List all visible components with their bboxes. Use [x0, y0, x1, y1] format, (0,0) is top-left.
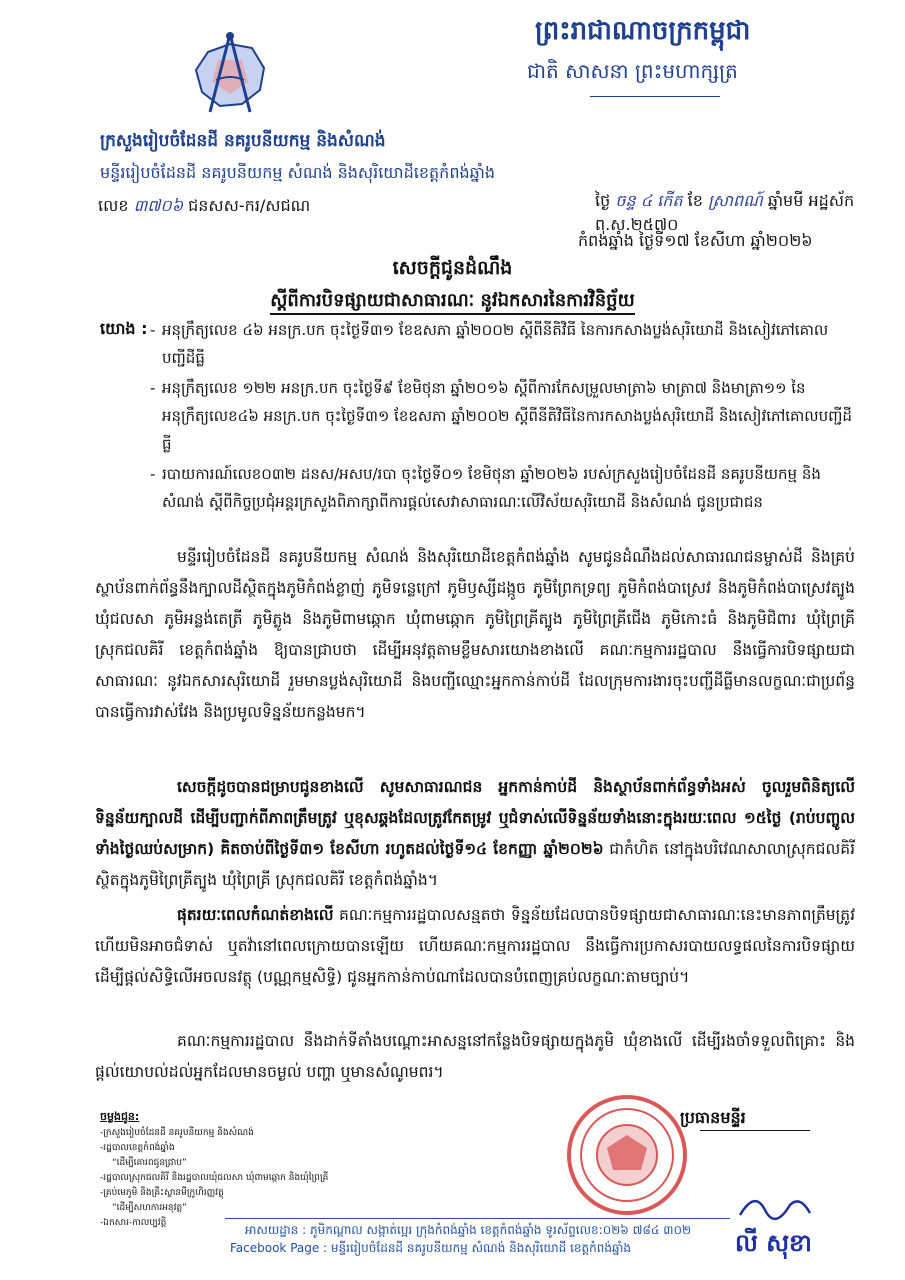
reference-prefix: លេខ — [98, 196, 129, 215]
reference-item: - អនុក្រឹត្យលេខ ១២២ អនក្រ.បក ចុះថ្ងៃទី៩ ខែមិថុនា ឆ្នាំ២០១៦ ស្ដីពីការកែសម្រួលមាត្រា៦ មាត្រា៧ និងមាត្រា១១ នៃអនុក្រឹត្យលេខ៤៦ អនក្រ.បក ចុះថ្ងៃទី៣១ ខែឧសភា ឆ្នាំ២០០២ ស្ដីពីនីតិវិធីនៃការកសាងប្លង់សុរិយោដី និងសៀវភៅគោលបញ្ជីដីធ្លី — [150, 379, 852, 453]
cc-title: ចម្លងជូន: — [100, 1110, 140, 1123]
footer-address: អាសយដ្ឋាន : ភូមិកណ្ដាល សង្កាត់ប្អេរ ក្រុងកំពង់ឆ្នាំង ខេត្តកំពង់ឆ្នាំង ទូរស័ព្ទលេខ:០២៦ ៧៨៤ ៣០២ — [245, 1223, 692, 1237]
document-subject — [0, 288, 905, 315]
place-and-date: កំពង់ឆ្នាំង ថ្ងៃទី១៧ ខែសីហា ឆ្នាំ២០២៦ — [578, 231, 813, 250]
lunar-month-value: ស្រាពណ៍ — [707, 191, 763, 210]
body-paragraph-3 — [95, 900, 855, 993]
national-motto: ជាតិ សាសនា ព្រះមហាក្សត្រ — [527, 59, 738, 83]
official-seal-icon — [557, 1090, 697, 1220]
body-paragraph-1: មន្ទីររៀបចំដែនដី នគរូបនីយកម្ម សំណង់ និងសុរិយោដីខេត្តកំពង់ឆ្នាំង សូមជូនដំណឹងដល់សាធារណជនម្ចាស់ដី និងគ្រប់ស្ថាប័នពាក់ព័ន្ធនឹងក្បាលដីស្ថិតក្នុងភូមិកំពង់ខ្លាញ់ ភូមិទន្លេក្រៅ ភូមិឫស្សីដង្កូច ភូមិព្រែកទ្រព្យ ភូមិកំពង់បាស្រេវ និងភូមិកំពង់បាស្រេវត្បូង ឃុំជលសា ភូមិអន្លង់តេត្រី ភូមិភ្លូង និងភូមិពាមឆ្កោក ឃុំពាមឆ្កោក ភូមិព្រៃគ្រីត្បូង ភូមិព្រៃគ្រីជើង ភូមិកោះធំ និងភូមិជិពារ ឃុំព្រៃគ្រី ស្រុកជលគិរី ខេត្តកំពង់ឆ្នាំង ឱ្យបានជ្រាបថា ដើម្បីអនុវត្តតាមខ្លឹមសារយោងខាងលើ គណៈកម្មការរដ្ឋបាល នឹងធ្វើការបិទផ្សាយជាសាធារណៈ នូវឯកសារសុរិយោដី រួមមានប្លង់សុរិយោដី និងបញ្ជីឈ្មោះអ្នកកាន់កាប់ដី ដែលក្រុមការងារចុះបញ្ជីដីធ្លីមានលក្ខណៈជាប្រព័ន្ធ បានធ្វើការវាស់វែង និងប្រមូលទិន្នន័យកន្លងមក។ — [95, 548, 855, 721]
paragraph-3-bold: ផុតរយៈពេលកំណត់ខាងលើ — [177, 906, 334, 924]
cc-item: -រដ្ឋបាលខេត្តកំពង់ឆ្នាំង — [100, 1143, 175, 1153]
cc-item: -រដ្ឋបាលស្រុកជលគិរី និងរដ្ឋបាលឃុំជលសា ឃុំពាមឆ្កោក និងឃុំព្រៃគ្រី — [100, 1173, 329, 1183]
reference-handwritten-number: ៣៧០៦ — [133, 196, 184, 215]
document-title: សេចក្ដីជូនដំណឹង — [392, 257, 513, 279]
footer-facebook: Facebook Page : មន្ទីររៀបចំដែនដី នគរូបនីយកម្ម សំណង់ និងសុរិយោដី ខេត្តកំពង់ឆ្នាំង — [230, 1241, 632, 1255]
paragraph-2-rest: ជាកំហិត នៅក្នុងបរិវេណសាលាស្រុកជលគិរី ស្ថិតក្នុងភូមិព្រៃគ្រីត្បូង ឃុំព្រៃគ្រី ស្រុកជលគិរី ខេត្តកំពង់ឆ្នាំង។ — [95, 840, 855, 889]
signatory-underline — [700, 1130, 810, 1131]
body-paragraph-4: គណៈកម្មការរដ្ឋបាល នឹងដាក់ទីតាំងបណ្ដោះអាសន្ននៅកន្លែងបិទផ្សាយក្នុងភូមិ ឃុំខាងលើ ដើម្បីរងចាំទទួលពិគ្រោះ និងផ្ដល់យោបល់ដល់អ្នកដែលមានចម្ងល់ បញ្ហា ឬមានសំណូមពរ។ — [95, 1032, 855, 1081]
cc-item: -គ្រប់មេភូមិ និងគ្រឹះស្ថានមីក្រូហិរញ្ញវត្ថុ — [100, 1188, 224, 1198]
ministry-logo-icon — [190, 30, 270, 120]
cc-item: “ដើម្បីសហការអនុវត្ត” — [112, 1203, 187, 1213]
paragraph-3-rest: គណៈកម្មការរដ្ឋបាលសន្មតថា ទិន្នន័យដែលបានបិទផ្សាយជាសាធារណៈនេះមានភាពត្រឹមត្រូវ ហើយមិនអាចជំទាស់ ឬតវ៉ានៅពេលក្រោយបានឡើយ ហើយគណៈកម្មការរដ្ឋបាល នឹងធ្វើការប្រកាសរបាយលទ្ធផលនៃការបិទផ្សាយ ដើម្បីផ្ដល់សិទ្ធិលើអចលនវត្ថុ (បណ្ណកម្មសិទ្ធិ) ជូនអ្នកកាន់កាប់ណាដែលបានបំពេញគ្រប់លក្ខណៈតាមច្បាប់។ — [95, 906, 855, 986]
lunar-month-label: ខែ — [687, 191, 703, 210]
lunar-year: ឆ្នាំមមី អដ្ឋស័ក ព.ស.២៥៧០ — [595, 191, 855, 234]
subject-text: ស្ដីពីការបិទផ្សាយជាសាធារណៈ នូវឯកសារនៃការវិនិច្ឆ័យ — [270, 290, 634, 315]
signatory-title: ប្រធានមន្ទីរ — [680, 1108, 746, 1127]
body-paragraph-2 — [95, 772, 855, 896]
lunar-day-label: ថ្ងៃ — [595, 191, 611, 210]
footer-divider — [225, 1218, 730, 1219]
department-name: មន្ទីររៀបចំដែនដី នគរូបនីយកម្ម សំណង់ និងសុរិយោដីខេត្តកំពង់ឆ្នាំង — [100, 163, 496, 182]
reference-suffix: ជនសស-ករ/សជណ — [188, 196, 311, 215]
cc-list — [100, 1126, 328, 1231]
signatory-name: លី សុខា — [735, 1229, 812, 1257]
cc-item: “ដើម្បីគោរពជូនជ្រាប” — [112, 1158, 187, 1168]
cc-item: -ក្រសួងរៀបចំដែនដី នគរូបនីយកម្ម និងសំណង់ — [100, 1128, 254, 1138]
handwritten-signature-icon — [735, 1185, 815, 1225]
reference-number — [98, 195, 310, 219]
kingdom-title: ព្រះរាជាណាចក្រកម្ពុជា — [535, 16, 751, 46]
reference-item: - របាយការណ៍លេខ០៣២ ដនស/អសប/របា ចុះថ្ងៃទី០១ ខែមិថុនា ឆ្នាំ២០២៦ របស់ក្រសួងរៀបចំដែនដី នគរូបនីយកម្ម និងសំណង់ ស្ដីពីកិច្ចប្រជុំអន្តរក្រសួងពិភាក្សាពីការផ្ដល់សេវាសាធារណៈលើវិស័យសុរិយោដី និងសំណង់ ជូនប្រជាជន — [150, 465, 821, 511]
references-label: យោង : — [100, 319, 148, 338]
motto-divider — [590, 96, 720, 97]
lunar-day-value: ចន្ទ ៤ កើត — [615, 191, 683, 210]
paragraph-2-bold: សេចក្ដីដូចបានជម្រាបជូនខាងលើ សូមសាធារណជន អ្នកកាន់កាប់ដី និងស្ថាប័នពាក់ព័ន្ធទាំងអស់ ចូលរួមពិនិត្យលើទិន្នន័យក្បាលដី ដើម្បីបញ្ជាក់ពីភាពត្រឹមត្រូវ ឬខុសឆ្គងដែលត្រូវកែតម្រូវ ឬជំទាស់លើទិន្នន័យទាំងនោះក្នុងរយៈពេល ១៥ថ្ងៃ (រាប់បញ្ចូលទាំងថ្ងៃឈប់សម្រាក) គិតចាប់ពីថ្ងៃទី៣១ ខែសីហា រហូតដល់ថ្ងៃទី១៤ ខែកញ្ញា ឆ្នាំ២០២៦ — [95, 778, 855, 858]
reference-item: - អនុក្រឹត្យលេខ ៤៦ អនក្រ.បក ចុះថ្ងៃទី៣១ ខែឧសភា ឆ្នាំ២០០២ ស្ដីពីនីតិវិធី នៃការកសាងប្លង់សុរិយោដី និងសៀវភៅគោលបញ្ជីដីធ្លី — [150, 321, 829, 367]
ministry-name: ក្រសួងរៀបចំដែនដី នគរូបនីយកម្ម និងសំណង់ — [100, 131, 386, 151]
cc-item: -ឯកសារ-កាលប្បវត្តិ — [100, 1218, 167, 1228]
